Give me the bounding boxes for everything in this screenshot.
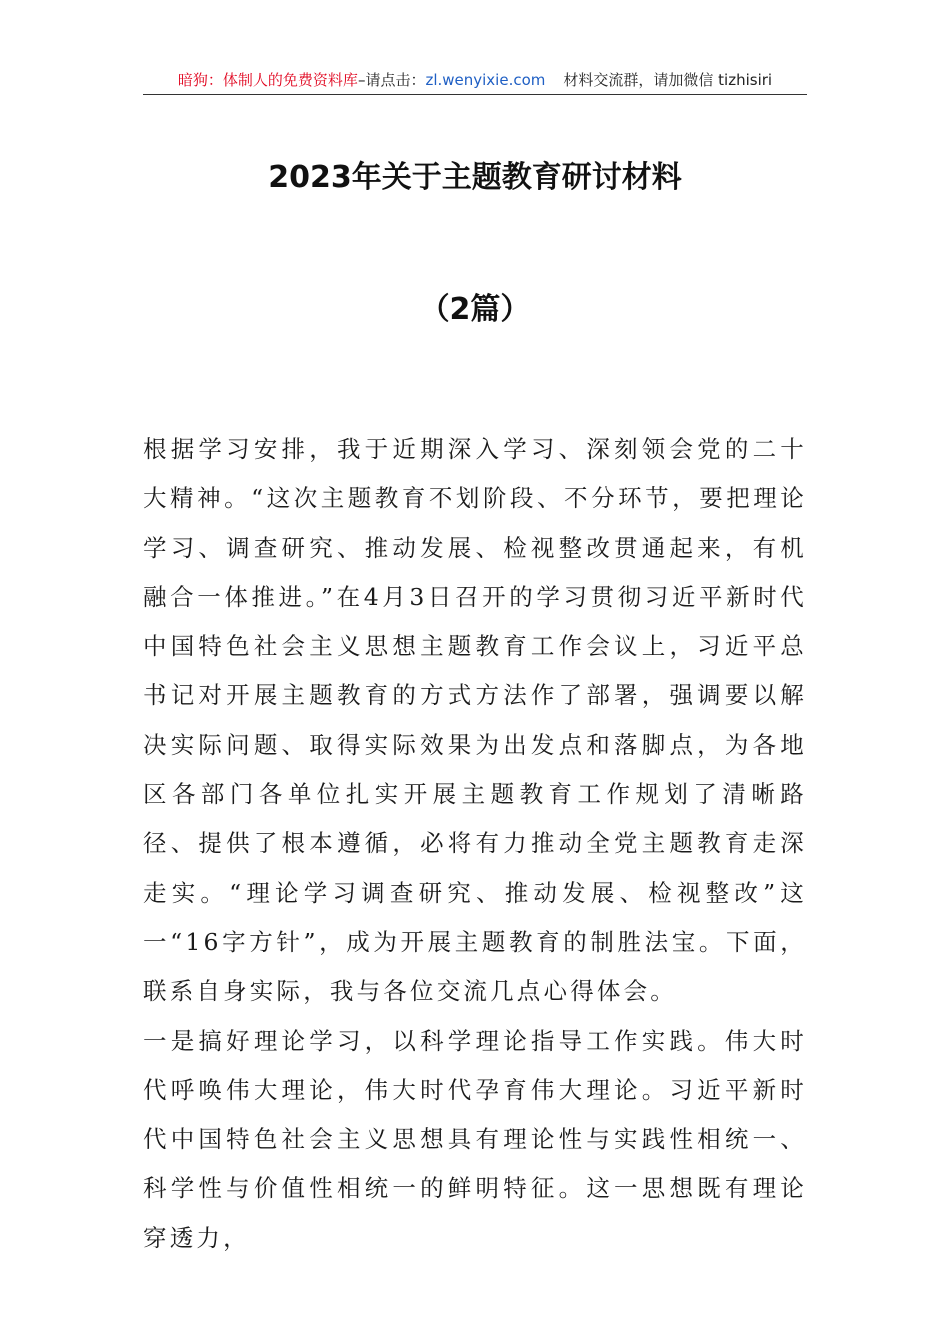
page-header <box>143 70 807 94</box>
header-click-prompt: –请点击： <box>357 71 426 89</box>
header-brand: 暗狗：体制人的免费资料库 <box>177 71 358 89</box>
document-subtitle: （2篇） <box>419 292 531 327</box>
body-paragraph: 一是搞好理论学习，以科学理论指导工作实践。伟大时代呼唤伟大理论，伟大时代孕育伟大理论。习近平新时代中国特色社会主义思想具有理论性与实践性相统一、科学性与价值性相统一的鲜明特征。这一思想既有理论穿透力， <box>143 1026 807 1252</box>
header-divider <box>143 94 807 95</box>
document-title: 2023年关于主题教育研讨材料 <box>268 160 682 195</box>
header-group-note: 材料交流群，请加微信 tizhisiri <box>563 71 773 89</box>
document-body <box>143 425 807 1263</box>
body-paragraph: 根据学习安排，我于近期深入学习、深刻领会党的二十大精神。“这次主题教育不划阶段、不分环节，要把理论学习、调查研究、推动发展、检视整改贯通起来，有机融合一体推进。”在4月3日召开的学习贯彻习近平新时代中国特色社会主义思想主题教育工作会议上，习近平总书记对开展主题教育的方式方法作了部署，强调要以解决实际问题、取得实际效果为出发点和落脚点，为各地区各部门各单位扎实开展主题教育工作规划了清晰路径、提供了根本遵循，必将有力推动全党主题教育走深走实。“理论学习调查研究、推动发展、检视整改”这一“16字方针”，成为开展主题教育的制胜法宝。下面，联系自身实际，我与各位交流几点心得体会。 <box>143 435 807 1006</box>
header-link[interactable]: zl.wenyixie.com <box>425 71 546 89</box>
